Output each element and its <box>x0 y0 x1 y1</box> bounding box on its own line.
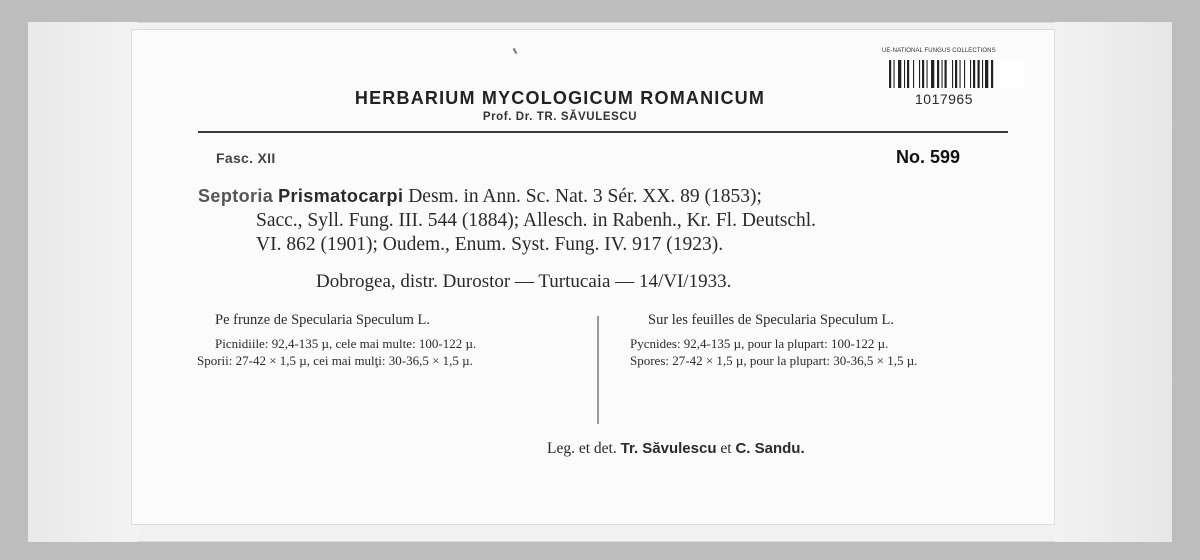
citation-line-2: Sacc., Syll. Fung. III. 544 (1884); Allesch. in Rabenh., Kr. Fl. Deutschl. <box>256 210 817 231</box>
french-pycnidia: Pycnides: 92,4-135 µ, pour la plupart: 100-122 µ. <box>630 336 889 351</box>
envelope-flap-left <box>28 22 138 542</box>
herbarium-title: HERBARIUM MYCOLOGICUM ROMANICUM <box>354 88 766 108</box>
collector-name-1: Tr. Săvulescu <box>620 440 717 457</box>
specimen-number: No. 599 <box>896 147 961 167</box>
french-host: Sur les feuilles de Specularia Speculum L. <box>648 312 895 328</box>
fascicle-label: Fasc. XII <box>216 150 276 166</box>
barcode-icon <box>888 60 1024 88</box>
citation-line-1 <box>198 184 1018 209</box>
herbarium-subtitle: Prof. Dr. TR. SĂVULESCU <box>482 111 638 123</box>
barcode-number: 1017965 <box>915 91 974 107</box>
locality-text: Dobrogea, distr. Durostor — Turtucaia — 14/VI/1933. <box>316 271 732 292</box>
romanian-spores: Sporii: 27-42 × 1,5 µ, cei mai mulţi: 30-36,5 × 1,5 µ. <box>197 353 473 368</box>
french-description <box>630 313 1020 368</box>
romanian-description <box>197 313 577 368</box>
collector-line <box>547 440 805 458</box>
romanian-pycnidia: Picnidiile: 92,4-135 µ, cele mai multe: 100-122 µ. <box>215 336 477 351</box>
header-rule <box>198 131 1008 133</box>
barcode-caption: UE-NATIONAL FUNGUS COLLECTIONS <box>882 48 996 54</box>
collector-name-2: C. Sandu. <box>735 440 805 457</box>
romanian-host: Pe frunze de Specularia Speculum L. <box>215 312 431 328</box>
citation-line-3: VI. 862 (1901); Oudem., Enum. Syst. Fung. IV. 917 (1923). <box>256 234 724 255</box>
envelope-flap-right <box>1055 22 1172 542</box>
column-divider <box>597 316 599 424</box>
citation-line-1-rest: Desm. in Ann. Sc. Nat. 3 Sér. XX. 89 (1853); <box>403 186 762 207</box>
species-citation <box>198 184 1018 257</box>
french-spores: Spores: 27-42 × 1,5 µ, pour la plupart: 30-36,5 × 1,5 µ. <box>630 353 918 368</box>
collector-conj: et <box>716 440 736 457</box>
species-epithet: Prismatocarpi <box>278 186 404 206</box>
collector-prefix: Leg. et det. <box>547 440 621 457</box>
genus-name: Septoria <box>198 186 274 206</box>
